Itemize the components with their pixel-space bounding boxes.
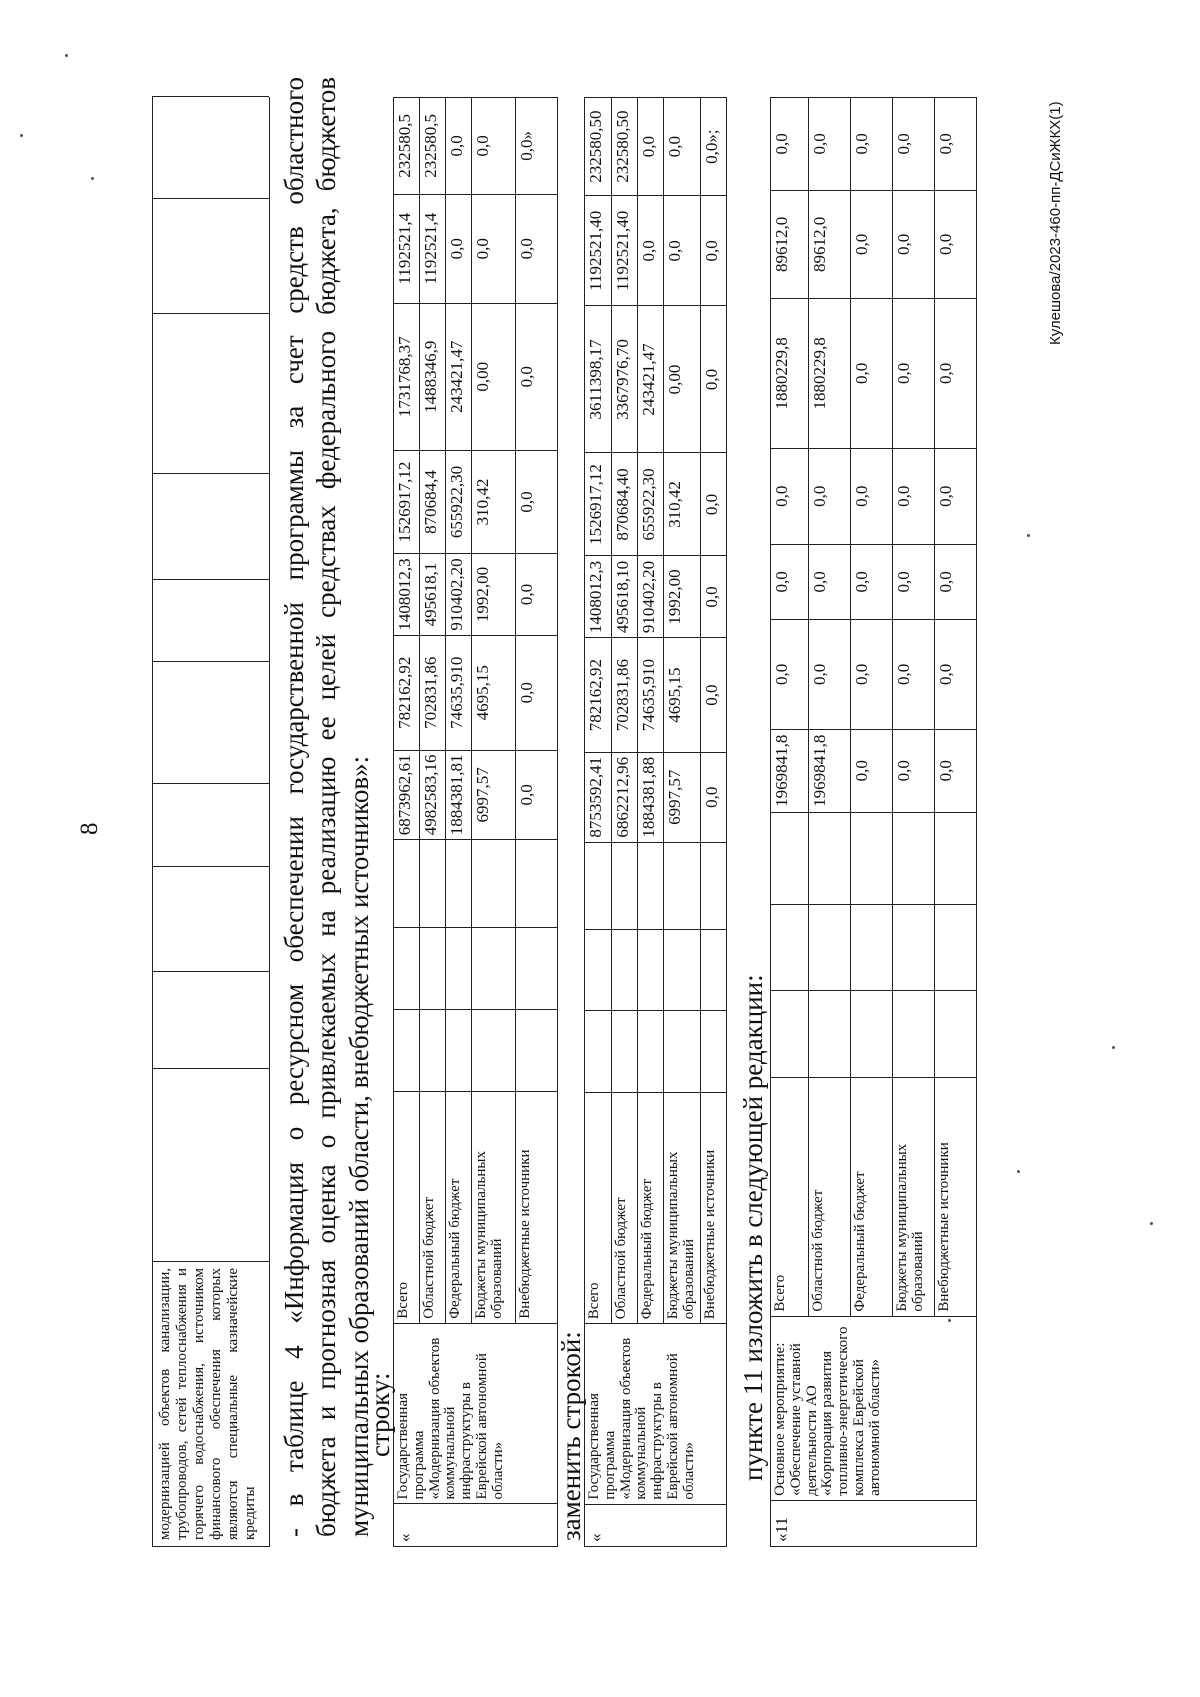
value-cell: 1880229,8 [809,299,851,449]
value-cell: 0,00 [472,303,516,450]
old-resource-table [393,97,558,1547]
empty-cell [420,1009,446,1091]
document-footer: Кулешова/2023-460-пп-ДСиЖКХ(1) [1047,101,1064,345]
value-cell: 0,0 [851,448,893,544]
value-cell: 232580,50 [585,98,612,196]
value-cell: 0,0 [809,448,851,544]
empty-cell [394,928,420,1010]
empty-cell [935,905,977,991]
value-cell: 0,0 [851,190,893,298]
value-cell: 310,42 [664,453,701,556]
value-cell: 0,0 [771,448,809,544]
scan-speck [1027,534,1030,537]
funding-source-cell: Всего [585,1093,612,1324]
value-cell: 0,0 [851,98,893,191]
continuation-table [152,97,269,1547]
empty-cell [893,812,935,904]
value-cell: 1526917,12 [394,450,420,553]
value-cell: 782162,92 [585,638,612,752]
empty-cell [851,905,893,991]
value-cell: 870684,40 [612,453,638,556]
value-cell: 0,0» [516,98,558,195]
value-cell: 0,0 [516,635,558,750]
new-resource-table [584,97,727,1547]
empty-cell [851,991,893,1077]
funding-source-cell: Внебюджетные источники [516,1091,558,1323]
value-cell: 232580,50 [612,98,638,196]
value-cell: 0,0 [935,299,977,449]
value-cell: 0,0 [516,194,558,303]
empty-cell [700,842,726,929]
value-cell: 243421,47 [446,303,472,450]
empty-cell [472,1009,516,1091]
value-cell: 910402,20 [446,554,472,636]
empty-cell [472,928,516,1010]
funding-source-cell: Бюджеты муниципальных образований [893,1077,935,1316]
value-cell: 1969841,8 [771,729,809,812]
value-cell: 0,0 [893,544,935,619]
value-cell: 6997,57 [664,752,701,842]
value-cell: 0,0 [893,729,935,812]
scan-speck [948,1319,951,1322]
scan-speck [1112,1046,1115,1049]
value-cell: 74635,910 [446,635,472,750]
empty-cell [612,842,638,929]
empty-cell [700,929,726,1011]
value-cell: 0,0 [472,194,516,303]
value-cell: 232580,5 [420,98,446,195]
funding-source-cell: Областной бюджет [809,1077,851,1316]
empty-cell [771,812,809,904]
empty-cell [935,812,977,904]
value-cell: 1992,00 [472,554,516,636]
intro-line-3: муниципальных образований области, внебюджетных источников»: [343,755,374,1537]
value-cell: 702831,86 [612,638,638,752]
old-block-label: строку: [365,1372,395,1457]
value-cell: 1731768,37 [394,303,420,450]
value-cell: 232580,5 [394,98,420,195]
empty-cell [446,1009,472,1091]
value-cell: 0,0 [638,196,664,306]
value-cell: 6997,57 [472,750,516,840]
value-cell: 4695,15 [472,635,516,750]
value-cell: 1880229,8 [771,299,809,449]
value-cell: 0,0 [893,448,935,544]
empty-cell [771,991,809,1077]
intro-line-1: - в таблице 4 «Информация о ресурсном обеспечении государственной программы за счет средств областного [279,77,309,1537]
value-cell: 0,0 [700,306,726,453]
funding-source-cell: Областной бюджет [612,1093,638,1324]
value-cell: 310,42 [472,450,516,553]
empty-cell [664,929,701,1011]
program-name-cell: Основное мероприятие: «Обеспечение уставной деятельности АО «Корпорация развития топливно-энергетического комплекса Еврейской автономной области» [771,1316,977,1500]
empty-cell [585,929,612,1011]
funding-source-cell: Федеральный бюджет [638,1093,664,1324]
value-cell: 495618,10 [612,556,638,638]
funding-source-cell: Областной бюджет [420,1091,446,1323]
value-cell: 0,0 [935,448,977,544]
new-block-label: заменить строкой: [556,1331,586,1541]
scan-speck [91,177,94,180]
funding-source-cell: Всего [771,1077,809,1316]
value-cell: 0,0»; [700,98,726,196]
empty-cell [809,991,851,1077]
continuation-text: модернизацией объектов канализации, трубопроводов, сетей теплоснабжения и горячего водоснабжения, источником финансового обеспечения которых являются специальные казначейские кредиты [157,1268,258,1540]
value-cell: 74635,910 [638,638,664,752]
value-cell: 4695,15 [664,638,701,752]
value-cell: 1488346,9 [420,303,446,450]
funding-source-cell: Всего [394,1091,420,1323]
funding-source-cell: Федеральный бюджет [446,1091,472,1323]
empty-cell [420,928,446,1010]
value-cell: 1408012,3 [394,554,420,636]
value-cell: 702831,86 [420,635,446,750]
empty-cell [664,1011,701,1093]
program-name-cell: Государственная программа «Модернизация объектов коммунальной инфраструктуры в Еврейской автономной области» [585,1324,727,1504]
value-cell: 0,0 [809,98,851,191]
funding-source-cell: Внебюджетные источники [935,1077,977,1316]
empty-cell [851,812,893,904]
empty-cell [771,905,809,991]
value-cell: 0,0 [700,638,726,752]
value-cell: 89612,0 [771,190,809,298]
value-cell: 655922,30 [446,450,472,553]
value-cell: 0,0 [700,453,726,556]
value-cell: 0,0 [893,619,935,729]
value-cell: 0,0 [893,98,935,191]
value-cell: 0,0 [472,98,516,195]
value-cell: 0,0 [446,98,472,195]
value-cell: 1192521,40 [612,196,638,306]
intro-paragraph [278,77,375,1537]
empty-cell [516,1009,558,1091]
empty-cell [446,928,472,1010]
funding-source-cell: Бюджеты муниципальных образований [472,1091,516,1323]
value-cell: 6862212,96 [612,752,638,842]
empty-cell [935,991,977,1077]
value-cell: 1969841,8 [809,729,851,812]
value-cell: 0,0 [446,194,472,303]
empty-cell [664,842,701,929]
value-cell: 4982583,16 [420,750,446,840]
funding-source-cell: Бюджеты муниципальных образований [664,1093,701,1324]
intro-line-2: бюджета и прогнозная оценка о привлекаемых на реализацию ее целей средствах федерального бюджета, бюджетов [311,77,342,1537]
value-cell: 1192521,4 [394,194,420,303]
value-cell: 870684,4 [420,450,446,553]
value-cell: 0,0 [851,729,893,812]
value-cell: 1526917,12 [585,453,612,556]
value-cell: 0,0 [809,544,851,619]
empty-cell [394,840,420,928]
value-cell: 0,0 [809,619,851,729]
value-cell: 0,0 [700,752,726,842]
value-cell: 0,0 [516,303,558,450]
value-cell: 0,0 [516,450,558,553]
funding-source-cell: Внебюджетные источники [700,1093,726,1324]
item11-table [770,97,977,1547]
empty-cell [809,812,851,904]
scan-speck [1150,1222,1153,1225]
empty-cell [893,991,935,1077]
empty-cell [516,928,558,1010]
value-cell: 0,0 [638,98,664,196]
funding-source-cell: Федеральный бюджет [851,1077,893,1316]
value-cell: 1192521,40 [585,196,612,306]
value-cell: 1992,00 [664,556,701,638]
empty-cell [516,840,558,928]
value-cell: 0,0 [771,98,809,191]
empty-cell [893,905,935,991]
empty-cell [420,840,446,928]
value-cell: 6873962,61 [394,750,420,840]
row-open-quote: «11 [771,1500,977,1546]
empty-cell [809,905,851,991]
value-cell: 0,0 [935,98,977,191]
value-cell: 1884381,81 [446,750,472,840]
value-cell: 0,0 [935,619,977,729]
value-cell: 0,0 [664,98,701,196]
item11-heading: пункте 11 изложить в следующей редакции: [738,974,768,1481]
value-cell: 0,0 [893,299,935,449]
value-cell: 0,0 [664,196,701,306]
empty-cell [700,1011,726,1093]
empty-cell [638,1011,664,1093]
value-cell: 0,0 [935,544,977,619]
empty-cell [612,929,638,1011]
value-cell: 0,00 [664,306,701,453]
value-cell: 8753592,41 [585,752,612,842]
scan-speck [65,54,68,57]
page-number: 8 [76,822,103,835]
empty-cell [585,842,612,929]
value-cell: 782162,92 [394,635,420,750]
table-row [394,98,420,1547]
empty-cell [585,1011,612,1093]
value-cell: 0,0 [516,750,558,840]
value-cell: 1408012,3 [585,556,612,638]
value-cell: 495618,1 [420,554,446,636]
value-cell: 0,0 [516,554,558,636]
value-cell: 0,0 [851,544,893,619]
value-cell: 0,0 [771,619,809,729]
table-row [585,98,612,1547]
scan-speck [20,134,23,137]
value-cell: 0,0 [893,190,935,298]
program-name-cell: Государственная программа «Модернизация объектов коммунальной инфраструктуры в Еврейской автономной области» [394,1323,558,1504]
table-row [771,98,809,1547]
value-cell: 1884381,88 [638,752,664,842]
row-open-quote: « [585,1504,727,1546]
value-cell: 0,0 [935,729,977,812]
scan-speck [1017,1170,1020,1173]
value-cell: 0,0 [771,544,809,619]
empty-cell [638,929,664,1011]
row-open-quote: « [394,1504,558,1547]
value-cell: 3611398,17 [585,306,612,453]
empty-cell [612,1011,638,1093]
value-cell: 0,0 [851,619,893,729]
empty-cell [446,840,472,928]
empty-cell [472,840,516,928]
empty-cell [394,1009,420,1091]
value-cell: 0,0 [700,556,726,638]
value-cell: 655922,30 [638,453,664,556]
value-cell: 3367976,70 [612,306,638,453]
value-cell: 0,0 [700,196,726,306]
value-cell: 0,0 [851,299,893,449]
value-cell: 0,0 [935,190,977,298]
value-cell: 1192521,4 [420,194,446,303]
value-cell: 89612,0 [809,190,851,298]
empty-cell [638,842,664,929]
value-cell: 910402,20 [638,556,664,638]
value-cell: 243421,47 [638,306,664,453]
